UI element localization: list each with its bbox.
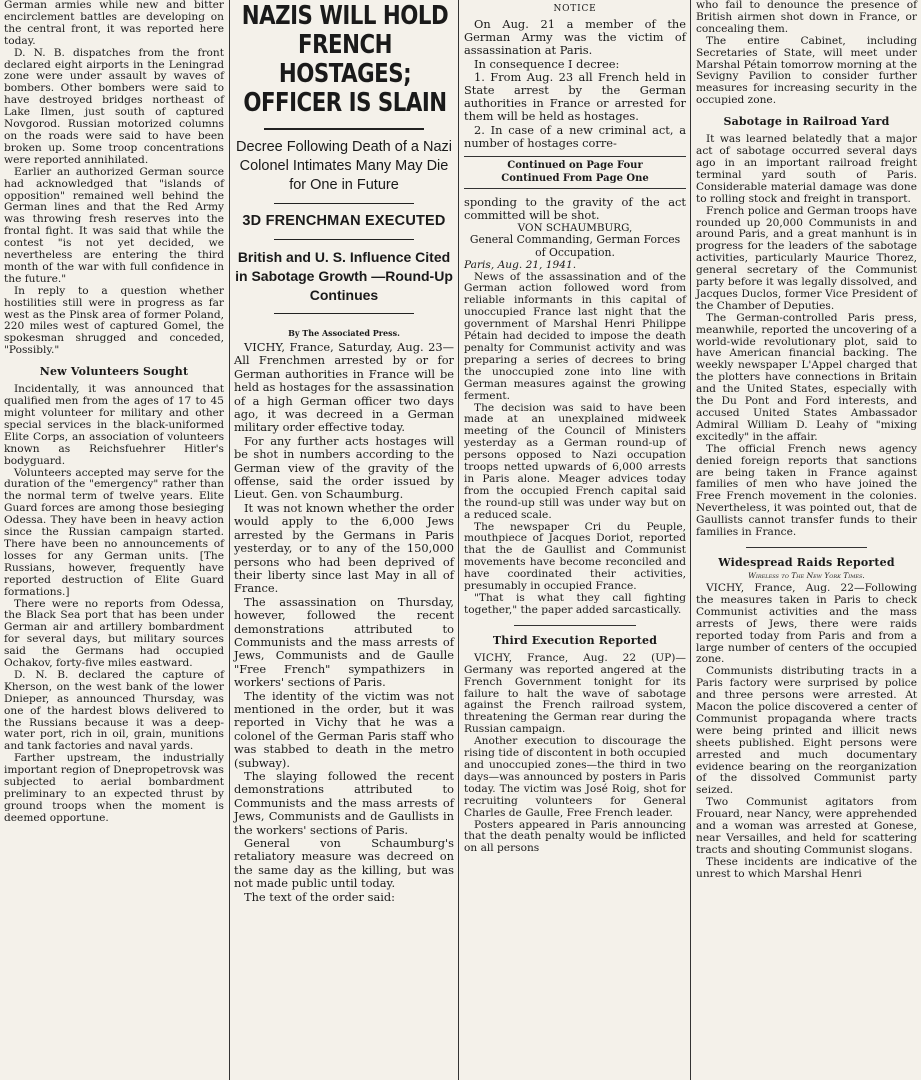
article-paragraph: For any further acts hostages will be shot in numbers according to the German view of the gravity of the offense, said the order issued by Lieut. Gen. von Schaumburg. (234, 433, 454, 502)
article-paragraph: The decision was said to have been made at an unexplained midweek meeting of the Council of Ministers yesterday as a German round-up of persons opposed to Nazi occupation troops netted upwards of 6,000 arrests in Paris alone. Meager advices today from the occupied French capital said the round-up still was under way but on a reduced scale. (464, 401, 686, 521)
article-paragraph: It was learned belatedly that a major act of sabotage occurred several days ago in an important railroad freight terminal yard south of Paris. Considerable material damage was done to rolling stock and freight in transport. (696, 133, 917, 205)
article-paragraph: "That is what they call fighting together," the paper added sarcastically. (464, 592, 686, 616)
column-4 (692, 0, 921, 1080)
deck-headline: Decree Following Death of a Nazi Colonel Intimates Many May Die for One in Future (236, 139, 452, 193)
deck-divider (274, 313, 414, 314)
article-paragraph: The German-controlled Paris press, meanwhile, reported the uncovering of a world-wide revolutionary plot, said to have American financial backing. The weekly newspaper L'Appel charged that the plotters have connections in Britain and the United States, especially with the Du Pont and Ford interests, and accused United States Ambassador Admiral William D. Leahy of "mixing excitedly" in the affair. (696, 311, 917, 443)
article-paragraph: The identity of the victim was not mentioned in the order, but it was reported in Vichy that he was a colonel of the German Paris staff who was stabbed to death in the metro (subway). (234, 688, 454, 770)
article-paragraph: Earlier an authorized German source had acknowledged that "islands of opposition" remained well behind the German lines and that the Red Army was throwing fresh reserves into the frontal fight. It was said that while the contest "is not yet decided, we nevertheless are entering the third month of the war with full confidence in the future." (4, 165, 224, 285)
signature-title: General Commanding, German Forces of Occupation. (469, 233, 681, 260)
notice-box (464, 4, 686, 157)
continuation-box (464, 157, 686, 189)
wire-credit: Wireless to The New York Times. (748, 570, 865, 580)
column-3 (460, 0, 691, 1080)
column-2 (229, 0, 459, 1080)
article-paragraph: The text of the order said: (244, 889, 396, 904)
article-paragraph: In reply to a question whether hostilities still were in progress as far west as the Pinsk area of former Poland, 220 miles west of captured Gomel, the spokesman shrugged and conceded, "Possibly." (4, 284, 224, 357)
article-paragraph: These incidents are indicative of the unrest to which Marshal Henri (696, 855, 917, 880)
article-paragraph: Farther upstream, the industrially important region of Dnepropetrovsk was subjected to aerial bombardment preliminary to an expected thrust by ground troops when the moment is deemed opportune. (4, 752, 224, 824)
article-paragraph: Volunteers accepted may serve for the duration of the "emergency" rather than the normal term of twelve years. Elite Guard forces are among those besieging Odessa. They have been in heavy action since the Russian campaign started. There have been no announcements of losses for any German units. [The Russians, however, frequently have reported destruction of Elite Guard formations.] (4, 466, 224, 598)
article-paragraph: D. N. B. dispatches from the front declared eight airports in the Leningrad zone were under assault by waves of bombers. Other bombers were said to have destroyed bridges northeast of Lake Ilmen, just south of captured Novgorod. Russian motorized columns on the roads were said to have been broken up. Some troop concentrations were reported annihilated. (4, 46, 224, 166)
main-headline: NAZIS WILL HOLD FRENCH HOSTAGES; OFFICER IS SLAIN (241, 1, 449, 118)
article-paragraph: The official French news agency denied foreign reports that sanctions are being taken in France against families of men who have joined the Free French movement in the colonies. Nevertheless, it was pointed out, that de Gaullists cannot transfer funds to their families in France. (696, 442, 917, 539)
article-paragraph: VICHY, France, Saturday, Aug. 23—All Frenchmen arrested by or for German authorities in France will be held as hostages for the assassination of a high German officer two days ago, it was decreed in a German military order effective today. (234, 340, 454, 435)
article-paragraph: Two Communist agitators from Frouard, near Nancy, were apprehended and a woman was arrested at Gonese, near Versailles, and held for scattering tracts and shouting Communist slogans. (696, 796, 917, 856)
article-paragraph: French police and German troops have rounded up 20,000 Communists in and around Paris, and a great manhunt is in progress for the leaders of the sabotage activities, particularly Maurice Thorez, general secretary of the Communist party before it was legally dissolved, and Jacques Duclos, former Vice President of the Chamber of Deputies. (696, 204, 917, 312)
deck-divider (274, 239, 414, 240)
article-paragraph: The assassination on Thursday, however, followed the recent demonstrations attributed to Communists and the mass arrests of Jews, Communists and de Gaulle "Free French" sympathizers in workers' sections of Paris. (234, 594, 454, 690)
signature-name: VON SCHAUMBURG, (517, 222, 633, 235)
notice-paragraph: 1. From Aug. 23 all French held in State arrest by the German authorities in France or arrested for them will be held as hostages. (464, 69, 686, 124)
article-paragraph: The entire Cabinet, including Secretaries of State, will meet under Marshal Pétain tomorrow morning at the Sevigny Pavilion to consider further measures for increasing security in the occupied zone. (696, 34, 917, 107)
notice-dateline: Paris, Aug. 21, 1941. (464, 258, 577, 271)
article-paragraph: Another execution to discourage the rising tide of discontent in both occupied and unoccupied zones—the third in two days—was announced by posters in Paris today. The victim was José Roig, shot for recruiting volunteers for General Charles de Gaulle, Free French leader. (464, 735, 686, 819)
subheading: Third Execution Reported (492, 633, 658, 647)
article-paragraph: Incidentally, it was announced that qualified men from the ages of 17 to 45 might volunteer for military and other special services in the black-uniformed Elite Corps, an association of volunteers known as Reichsfuehrer Hitler's bodyguard. (4, 383, 224, 467)
article-paragraph: Posters appeared in Paris announcing that the death penalty would be inflicted on all persons (464, 818, 686, 855)
article-paragraph: News of the assassination and of the German action followed word from reliable informants in this capital of unoccupied France last night that the government of Marshal Henri Philippe Pétain had decided to impose the death penalty for Communist activity and was preparing a series of decrees to bring the unoccupied zone into line with German measures against the growing ferment. (464, 270, 686, 402)
article-paragraph: who fail to denounce the presence of British airmen shot down in France, or concealing them. (696, 0, 917, 35)
headline-divider (264, 128, 424, 130)
section-divider (746, 547, 867, 548)
article-paragraph: General von Schaumburg's retaliatory measure was decreed on the same day as the killing, but was not made public until today. (234, 836, 454, 891)
section-divider (514, 625, 636, 626)
notice-paragraph: In consequence I decree: (474, 56, 620, 71)
deck-divider (274, 203, 414, 204)
continued-on-label: Continued on Page Four (507, 160, 643, 172)
article-paragraph: It was not known whether the order would apply to the 6,000 Jews arrested by the Germans in Paris yesterday, or to any of the 150,000 persons who had been deprived of their liberty since last May in all of France. (234, 500, 454, 596)
notice-paragraph: 2. In case of a new criminal act, a number of hostages corre- (464, 122, 686, 150)
byline: By The Associated Press. (288, 328, 400, 338)
subheading: Sabotage in Railroad Yard (723, 115, 890, 129)
article-paragraph: The slaying followed the recent demonstrations attributed to Communists and the mass arrests of Jews, Communists and de Gaullists in the workers' sections of Paris. (234, 769, 454, 837)
article-paragraph: There were no reports from Odessa, the Black Sea port that has been under German air and artillery bombardment for several days, but military sources said the Germans had occupied Ochakov, forty-five miles eastward. (4, 597, 224, 670)
deck-headline: British and U. S. Influence Cited in Sabotage Growth —Round-Up Continues (235, 249, 453, 303)
notice-paragraph: sponding to the gravity of the act committed will be shot. (464, 195, 686, 223)
column-1 (0, 0, 228, 1080)
article-paragraph: D. N. B. declared the capture of Kherson, on the west bank of the lower Dnieper, as announced Thursday, was one of the hardest blows delivered to the Russians because it was a deep-water port, rich in oil, grain, munitions and tank factories and naval yards. (4, 668, 224, 753)
article-paragraph: German armies while new and bitter encirclement battles are developing on the central front, it was reported here today. (4, 0, 224, 47)
article-paragraph: VICHY, France, Aug. 22—Following the measures taken in Paris to check Communist activities and the mass arrests of Jews, there were raids reported today from Paris and from a large number of centers of the occupied zone. (696, 581, 917, 666)
deck-headline: 3D FRENCHMAN EXECUTED (242, 213, 446, 229)
subheading: New Volunteers Sought (39, 365, 189, 379)
continued-from-label: Continued From Page One (501, 173, 649, 185)
notice-paragraph: On Aug. 21 a member of the German Army was the victim of assassination at Paris. (464, 17, 686, 58)
subheading: Widespread Raids Reported (718, 555, 895, 569)
article-paragraph: VICHY, France, Aug. 22 (UP)—Germany was reported angered at the French Government tonight for its failure to halt the wave of sabotage against the French railroad system, threatening the German rear during the Russian campaign. (464, 651, 686, 736)
article-paragraph: The newspaper Cri du Peuple, mouthpiece of Jacques Doriot, reported that the de Gaullist and Communist movements have become reconciled and have coordinated their activities, presumably in occupied France. (464, 520, 686, 593)
notice-title: NOTICE (553, 4, 597, 14)
article-paragraph: Communists distributing tracts in a Paris factory were surprised by police and three persons were arrested. At Macon the police discovered a center of Communist propaganda where tracts were being printed and illicit news sheets published. Eight persons were arrested and much documentary evidence bearing on the reorganization of the dissolved Communist party seized. (696, 665, 917, 797)
